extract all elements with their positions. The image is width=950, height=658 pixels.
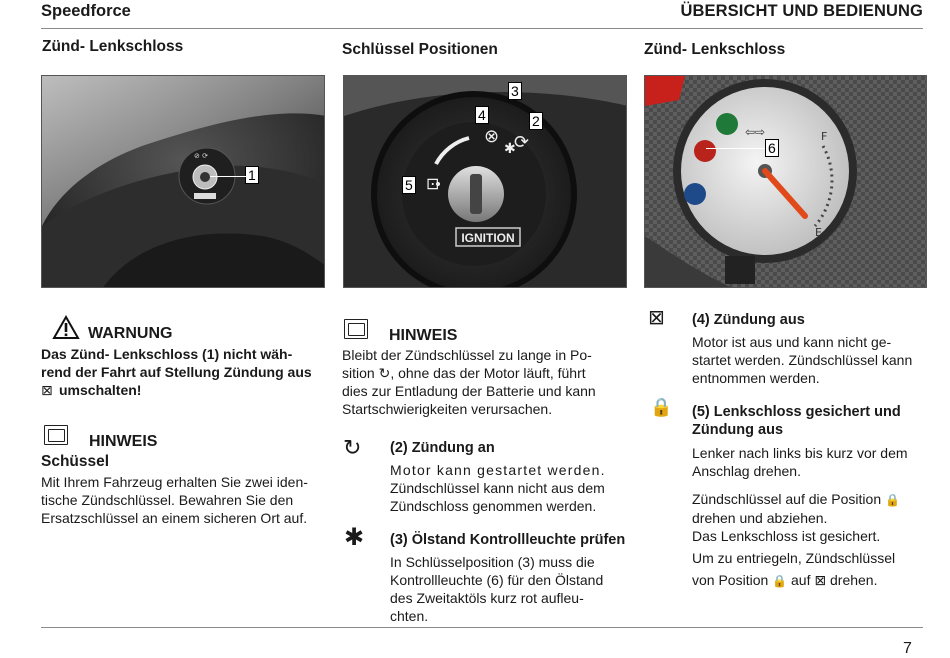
ignition-off-icon: ⊠ bbox=[41, 382, 53, 398]
item5-paragraph-3: Um zu entriegeln, Zündschlüssel von Position 🔒 auf ⊠ drehen. bbox=[692, 550, 896, 588]
svg-text:⊘ ⟳: ⊘ ⟳ bbox=[194, 152, 208, 160]
item5-heading: (5) Lenkschloss gesichert und Zündung aus bbox=[692, 404, 901, 438]
warning-triangle-icon bbox=[52, 315, 80, 340]
ignition-lock-photo-drawing bbox=[42, 76, 325, 288]
item4-text: Motor ist aus und kann nicht ge- startet werden. Zündschlüssel kann entnommen werden. bbox=[692, 334, 913, 386]
note-heading-2: HINWEIS bbox=[389, 327, 458, 344]
svg-text:E: E bbox=[815, 226, 822, 239]
lock-icon: 🔒 bbox=[650, 397, 673, 417]
header-section: ÜBERSICHT UND BEDIENUNG bbox=[680, 2, 923, 20]
asterisk-icon: ✱ bbox=[344, 524, 365, 551]
callout-4: 4 bbox=[475, 106, 489, 124]
lock-icon: 🔒 bbox=[885, 493, 900, 507]
note-hand-icon bbox=[344, 319, 368, 339]
ignition-off-icon: ⊠ bbox=[648, 307, 665, 329]
note-text-1: Mit Ihrem Fahrzeug erhalten Sie zwei iden- tische Zündschlüssel. Bewahren Sie den Ersatzschlüssel an einem sicheren Ort auf. bbox=[41, 474, 308, 526]
note-subheading: Schüssel bbox=[41, 453, 110, 470]
col2-title: Schlüssel Positionen bbox=[342, 41, 498, 58]
callout-3: 3 bbox=[508, 82, 522, 100]
note-hand-icon bbox=[44, 425, 68, 445]
callout-6-leader bbox=[706, 148, 765, 149]
item4-heading: (4) Zündung aus bbox=[692, 312, 805, 328]
photo-ignition-lock bbox=[41, 75, 325, 288]
header-title: Speedforce bbox=[41, 2, 131, 20]
ignition-label: IGNITION bbox=[461, 231, 515, 245]
photo-dashboard bbox=[644, 75, 927, 288]
warning-text: Das Zünd- Lenkschloss (1) nicht wäh- rend der Fahrt auf Stellung Zündung aus ⊠ umschalten! bbox=[41, 346, 312, 398]
svg-text:⊡: ⊡ bbox=[426, 174, 440, 193]
item5-paragraph-2: Zündschlüssel auf die Position 🔒 drehen und abziehen. Das Lenkschloss ist gesichert. bbox=[692, 491, 900, 544]
item2-heading: (2) Zündung an bbox=[390, 440, 495, 456]
col1-title: Zünd- Lenkschloss bbox=[42, 38, 184, 55]
dashboard-photo-drawing bbox=[645, 76, 927, 288]
note-heading-1: HINWEIS bbox=[89, 433, 158, 450]
svg-text:F: F bbox=[821, 130, 828, 143]
warning-heading: WARNUNG bbox=[88, 325, 173, 342]
item2-text: Motor kann gestartet werden. Zündschlüssel kann nicht aus dem Zündschloss genommen werden. bbox=[390, 462, 606, 514]
col3-title: Zünd- Lenkschloss bbox=[644, 41, 786, 58]
svg-text:⊗: ⊗ bbox=[484, 126, 500, 147]
lock-icon: 🔒 bbox=[772, 574, 788, 588]
svg-text:⟳: ⟳ bbox=[514, 132, 530, 153]
page-number: 7 bbox=[903, 640, 912, 657]
footer-rule bbox=[41, 627, 923, 628]
item3-heading: (3) Ölstand Kontrollleuchte prüfen bbox=[390, 532, 626, 548]
callout-5: 5 bbox=[402, 176, 416, 194]
callout-1-leader bbox=[210, 176, 246, 177]
ignition-on-icon: ↻ bbox=[378, 365, 391, 381]
ignition-off-icon: ⊠ bbox=[814, 572, 827, 588]
svg-text:⇦⇨: ⇦⇨ bbox=[745, 125, 766, 139]
item3-text: In Schlüsselposition (3) muss die Kontrollleuchte (6) für den Ölstand des Zweitaktöls kurz rot aufleu- chten. bbox=[390, 554, 604, 624]
header-rule bbox=[41, 28, 923, 29]
svg-text:✱: ✱ bbox=[504, 141, 516, 157]
callout-2: 2 bbox=[529, 112, 543, 130]
ignition-on-icon: ↻ bbox=[343, 435, 362, 460]
callout-1: 1 bbox=[245, 166, 259, 184]
note-text-2: Bleibt der Zündschlüssel zu lange in Po- sition ↻, ohne das der Motor läuft, führt dies zur Entladung der Batterie und kann Startschwierigkeiten verursachen. bbox=[342, 347, 596, 417]
callout-6: 6 bbox=[765, 139, 779, 157]
item5-paragraph-1: Lenker nach links bis kurz vor dem Anschlag drehen. bbox=[692, 445, 908, 479]
photo-key-positions bbox=[343, 75, 627, 288]
